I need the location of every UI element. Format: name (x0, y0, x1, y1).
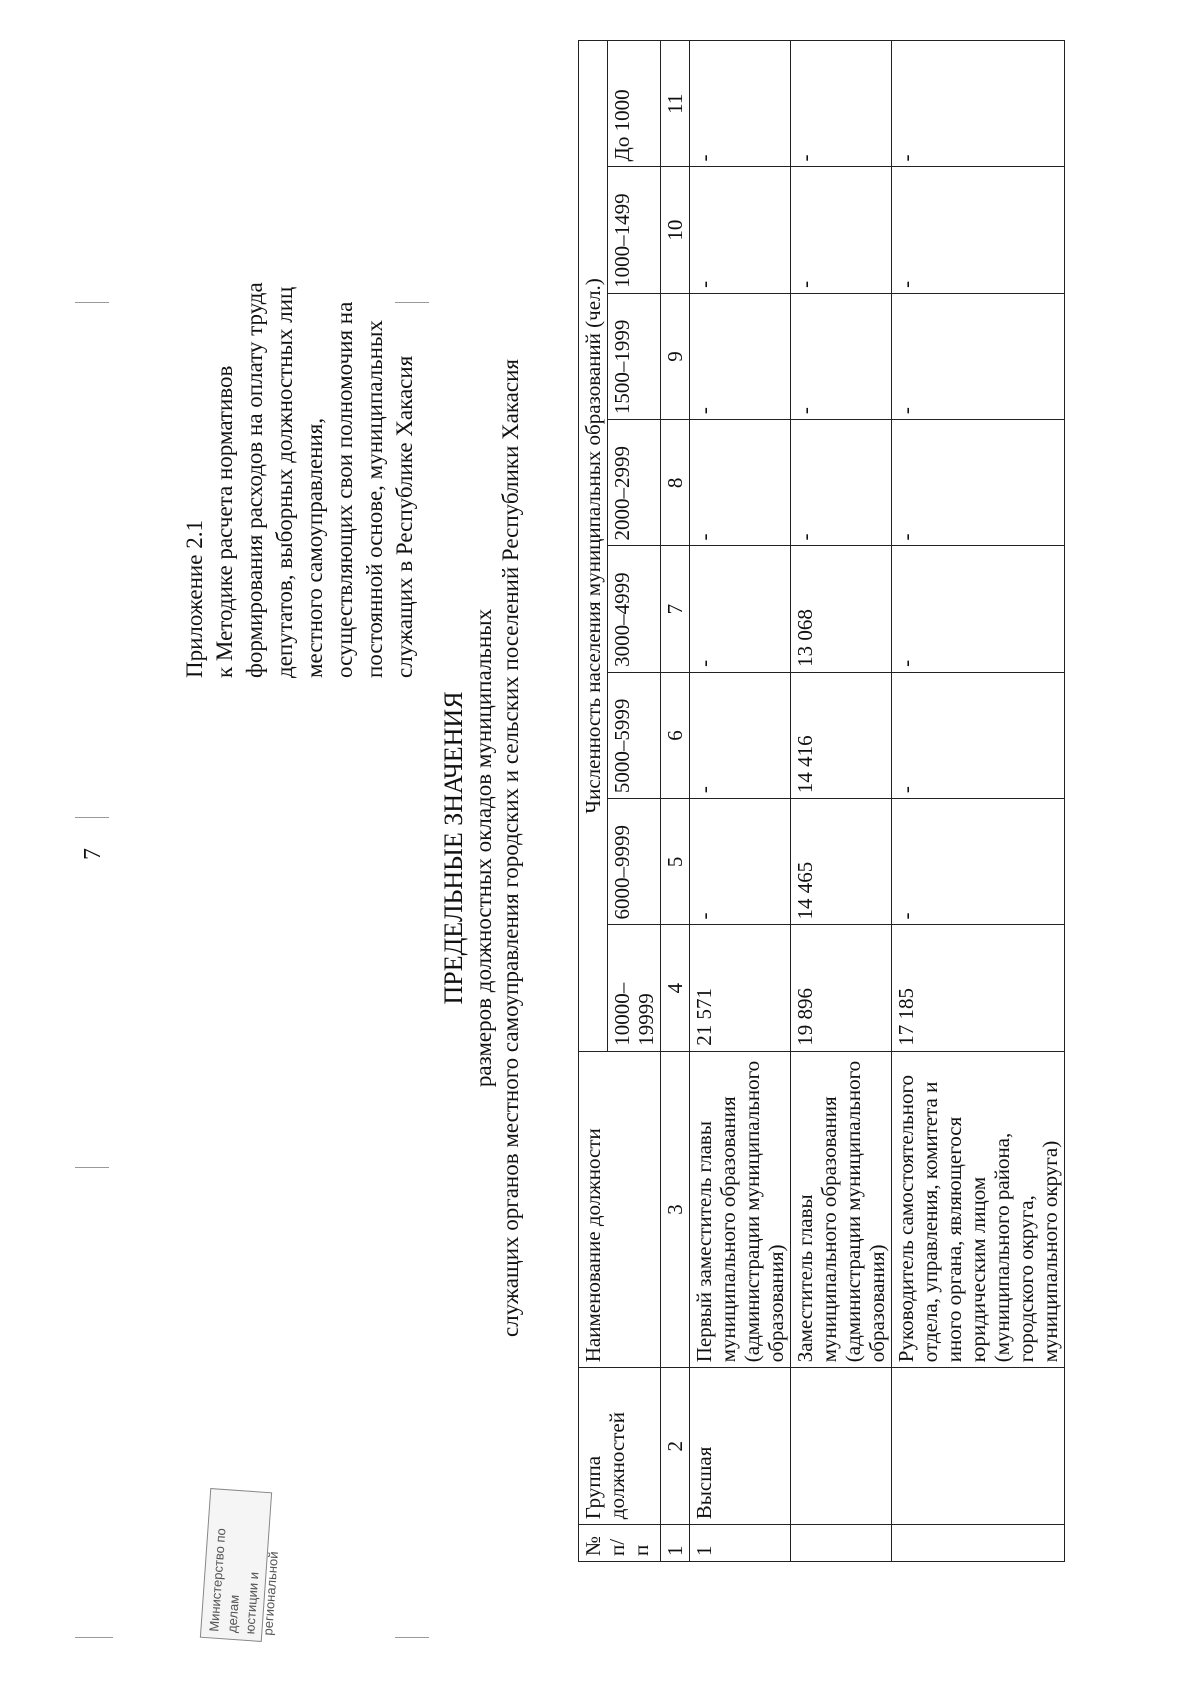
column-number: 7 (661, 546, 690, 672)
row-value: - (892, 799, 1065, 925)
header-population: Численность населения муниципальных образований (чел.) (579, 41, 608, 1052)
row-group: Высшая (690, 1368, 791, 1525)
row-value: - (690, 167, 791, 293)
header-range: 1000–1499 (608, 167, 661, 293)
column-number: 10 (661, 167, 690, 293)
row-value: 17 185 (892, 925, 1065, 1051)
title-main: ПРЕДЕЛЬНЫЕ ЗНАЧЕНИЯ (439, 691, 468, 1005)
annex-line: Приложение 2.1 (182, 520, 207, 678)
header-position-name: Наименование должности (579, 1051, 661, 1367)
row-value: - (690, 546, 791, 672)
annex-line: к Методике расчета нормативов (212, 365, 237, 678)
row-value: 14 465 (791, 799, 892, 925)
row-value: - (690, 672, 791, 798)
annex-line: местного самоуправления, (302, 417, 327, 678)
row-value: - (892, 41, 1065, 168)
row-group (892, 1368, 1065, 1525)
scan-mark (75, 1167, 109, 1168)
header-range: 1500–1999 (608, 293, 661, 419)
annex-line: депутатов, выборных должностных лиц (272, 286, 297, 678)
header-number: № п/п (579, 1525, 661, 1562)
annex-line: формирования расходов на оплату труда (242, 282, 267, 678)
row-position-name: Заместитель главы муниципального образования (администрации муниципального образования) (791, 1051, 892, 1367)
row-number: 1 (690, 1525, 791, 1562)
scan-mark (75, 302, 109, 303)
row-position-name: Руководитель самостоятельного отдела, управления, комитета и иного органа, являющегося юридическим лицом (муниципального района, городского округа, муниципального округа) (892, 1051, 1065, 1367)
salary-limits-table (578, 40, 1065, 1562)
column-number: 2 (661, 1368, 690, 1525)
column-number: 11 (661, 41, 690, 168)
row-value: - (892, 293, 1065, 419)
row-value: 21 571 (690, 925, 791, 1051)
column-number: 1 (661, 1525, 690, 1562)
stamp-line: юстиции и региональной (242, 1550, 282, 1636)
row-value: - (791, 41, 892, 168)
table-header-row (579, 41, 608, 1562)
row-value: - (892, 167, 1065, 293)
header-group: Группа должностей (579, 1368, 661, 1525)
table-row (791, 41, 892, 1562)
ministry-stamp (200, 1488, 282, 1642)
column-number: 9 (661, 293, 690, 419)
row-value: 19 896 (791, 925, 892, 1051)
table-row (892, 41, 1065, 1562)
column-numbers-row (661, 41, 690, 1562)
title-subtitle-line2: служащих органов местного самоуправления городских и сельских поселений Республики Хакасия (498, 359, 523, 1337)
row-value: - (892, 420, 1065, 546)
scan-mark (75, 817, 109, 818)
header-range: 10000–19999 (608, 925, 661, 1051)
row-value: - (690, 420, 791, 546)
row-group (791, 1368, 892, 1525)
header-range: 5000–5999 (608, 672, 661, 798)
scan-mark (395, 302, 429, 303)
row-number (892, 1525, 1065, 1562)
title-subtitle-line1: размеров должностных окладов муниципальных (471, 608, 496, 1088)
row-value: 13 068 (791, 546, 892, 672)
row-value: - (892, 546, 1065, 672)
scan-mark (75, 1637, 113, 1638)
row-position-name: Первый заместитель главы муниципального образования (администрации муниципального образования) (690, 1051, 791, 1367)
header-range: 3000–4999 (608, 546, 661, 672)
annex-line: служащих в Республике Хакасия (392, 355, 417, 678)
annex-line: осуществляющих свои полномочия на (332, 301, 357, 678)
row-value: - (892, 672, 1065, 798)
row-value: - (690, 293, 791, 419)
table-row (690, 41, 791, 1562)
document-title (438, 158, 524, 1538)
row-value: - (791, 167, 892, 293)
column-number: 3 (661, 1051, 690, 1367)
page-number: 7 (80, 848, 106, 860)
stamp-line: Министерство по делам (206, 1527, 242, 1634)
row-value: - (690, 799, 791, 925)
header-range: 6000–9999 (608, 799, 661, 925)
annex-header (180, 38, 420, 678)
row-number (791, 1525, 892, 1562)
row-value: - (791, 293, 892, 419)
header-range: До 1000 (608, 41, 661, 168)
scan-mark (395, 1637, 429, 1638)
column-number: 4 (661, 925, 690, 1051)
column-number: 8 (661, 420, 690, 546)
row-value: 14 416 (791, 672, 892, 798)
annex-line: постоянной основе, муниципальных (362, 320, 387, 678)
row-value: - (791, 420, 892, 546)
row-value: - (690, 41, 791, 168)
column-number: 5 (661, 799, 690, 925)
column-number: 6 (661, 672, 690, 798)
header-range: 2000–2999 (608, 420, 661, 546)
